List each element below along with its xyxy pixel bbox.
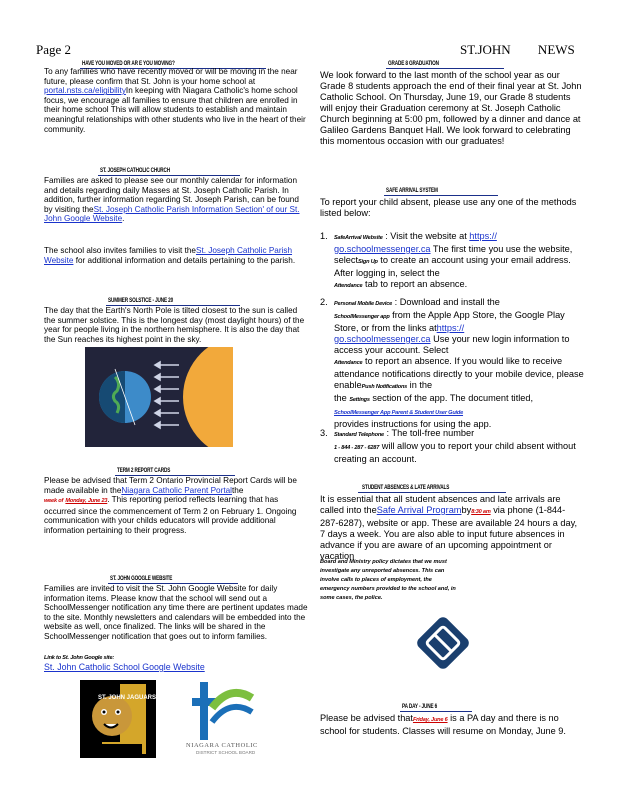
absences-text: It is essential that all student absences and late arrivals are called into theSafe Arrival Programby8:30 am via phone (1-844-287-6287), website or app. These are available 24 hours a day, 7 days a week. You are also able to input future absences in advance if you are aware of an upcoming appointment or vacation <box>320 494 578 561</box>
paday-heading: PA DAY - JUNE 6 <box>402 703 438 710</box>
solstice-heading: SUMMER SOLSTICE - JUNE 20 <box>108 297 174 304</box>
church-text: Families are asked to please see our monthly calendar for information and details regarding daily Masses at St. Joseph Catholic Parish. In addition, further information regarding St. Joseph Parish, can be found by visiting theSt. Joseph Catholic Parish Information Section' of our St. John Google Website. <box>44 176 300 224</box>
grad-heading: GRADE 8 GRADUATION <box>388 60 439 67</box>
safe-arrival-item-3: 3. Standard Telephone : The toll-free number 1 - 844 - 287 - 6287 will allow you to report your child absent without creating an account. <box>320 428 576 464</box>
user-guide-link[interactable]: SchoolMessenger App Parent & Student User Guide <box>334 410 464 416</box>
schoolmessenger-logo <box>412 612 474 674</box>
niagara-catholic-board: DISTRICT SCHOOL BOARD <box>196 750 256 755</box>
jaguars-top-text: ST. JOHN JAGUARS <box>98 695 157 701</box>
moving-text: To any families who have recently moved or will be moving in the near future, please confirm that St. John is your home school at portal.nsts.ca/eligibilityIn keeping with Niagara Catholic's home school focus, we encourage all families to ensure that children are enrolled in their home school This will allow students to establish and maintain meaningful relationships with other students who live in the heart of their community. <box>44 67 306 134</box>
safe-arrival-program-link[interactable]: Safe Arrival Program <box>376 505 462 515</box>
google-text: Families are invited to visit the St. John Google Website for daily information items. Please know that the school will send out a SchoolMessenger notification any time there are pertinent updates made to the site. Monthly newsletters and calendars will be embedded into the website as well, once finalized. The links will be shared in the SchoolMessenger notification that goes out to inform families. <box>44 584 308 641</box>
google-website-link[interactable]: St. John Catholic School Google Website <box>44 662 205 672</box>
board-policy-note: Board and Ministry policy dictates that we must investigate any unreported absences. This can involve calls to places of employment, the emergency numbers provided to the school and, in some cases, the police. <box>320 559 456 601</box>
safe-arrival-item-1: 1. SafeArrival Website : Visit the website at https:// go.schoolmessenger.ca The first time you use the website, selectSign Up to create an account using your email address. After logging in, select the Attendance tab to report an absence. <box>320 231 573 289</box>
newsletter-title: ST.JOHN NEWS <box>460 42 575 57</box>
solstice-text: The day that the Earth's North Pole is tilted closest to the sun is called the summer solstice. This is the longest day (most daylight hours) of the year for people living in the northern hemisphere. It is also the day that the Sun reaches its highest point in the sky. <box>44 306 305 344</box>
moving-heading: HAVE YOU MOVED OR AR E YOU MOVING? <box>82 60 175 67</box>
parent-portal-link[interactable]: Niagara Catholic Parent Portal <box>121 485 232 495</box>
niagara-catholic-name: NIAGARA CATHOLIC <box>186 742 258 749</box>
google-website-link-wrap <box>44 663 205 673</box>
paday-underline <box>400 711 472 712</box>
report-text: Please be advised that Term 2 Ontario Provincial Report Cards will be made available in theNiagara Catholic Parent Portalthe week of Monday, June 23. This reporting period reflects learning that has occurred since the commencement of Term 2 on February 1. Ongoing communication with your childs educators will provide additional information pertaining to their progress. <box>44 476 297 535</box>
safearrival-link[interactable]: https:// go.schoolmessenger.ca <box>334 231 497 254</box>
grad-heading-underline <box>386 68 504 69</box>
solstice-diagram <box>85 347 233 447</box>
safe-arrival-intro: To report your child absent, please use any one of the methods listed below: <box>320 197 577 218</box>
report-heading: TERM 2 REPORT CARDS <box>117 467 171 474</box>
niagara-catholic-logo <box>190 680 256 742</box>
google-heading: ST. JOHN GOOGLE WEBSITE <box>110 575 173 582</box>
eligibility-link[interactable]: portal.nsts.ca/eligibility <box>44 86 126 96</box>
jaguars-logo <box>80 680 156 758</box>
church-heading: ST. JOSEPH CATHOLIC CHURCH <box>100 167 171 174</box>
page-number: Page 2 <box>36 42 72 57</box>
safe-arrival-heading: SAFE ARRIVAL SYSTEM <box>386 187 438 194</box>
absences-underline <box>358 492 506 493</box>
absences-heading: STUDENT ABSENCES & LATE ARRIVALS <box>362 484 450 491</box>
paday-text: Please be advised thatFriday, June 6 is a PA day and there is no school for students. Classes will resume on Monday, June 9. <box>320 713 566 736</box>
safe-arrival-underline <box>384 195 498 196</box>
parish-website-link[interactable]: St. Joseph Catholic Parish Website <box>44 246 293 265</box>
safe-arrival-item-2: 2. Personal Mobile Device : Download and install the SchoolMessenger app from the Apple App Store, the Google Play Store, or from the links athttps:// go.schoolmessenger.ca Use your new login information to access your account. Select Attendance to report an absence. If you would like to receive attendance notifications directly to your mobile device, please enablePush Notifications in the the Settings section of the app. The document titled, SchoolMessenger App Parent & Student User Guide provides instructions for using the app. <box>320 297 584 429</box>
schoolmessenger-link[interactable]: https:// go.schoolmessenger.ca <box>334 323 465 344</box>
google-link-label: Link to St. John Google site: <box>44 655 115 661</box>
parish-section-link[interactable]: St. Joseph Catholic Parish Information Section' of our St. John Google Website <box>44 204 300 224</box>
grad-text: We look forward to the last month of the school year as our Grade 8 students approach the end of their final year at St. John Catholic School. On Thursday, June 19, our Grade 8 students will enjoy their Graduation ceremony at St. Joseph Catholic Church beginning at 5:00 pm, followed by a dinner and dance at Galileo Gardens Banquet Hall. We look forward to celebrating this momentous occasion with our graduates! <box>320 70 582 146</box>
church-text-2: The school also invites families to visit theSt. Joseph Catholic Parish Website for additional information and details pertaining to the parish. <box>44 246 296 265</box>
